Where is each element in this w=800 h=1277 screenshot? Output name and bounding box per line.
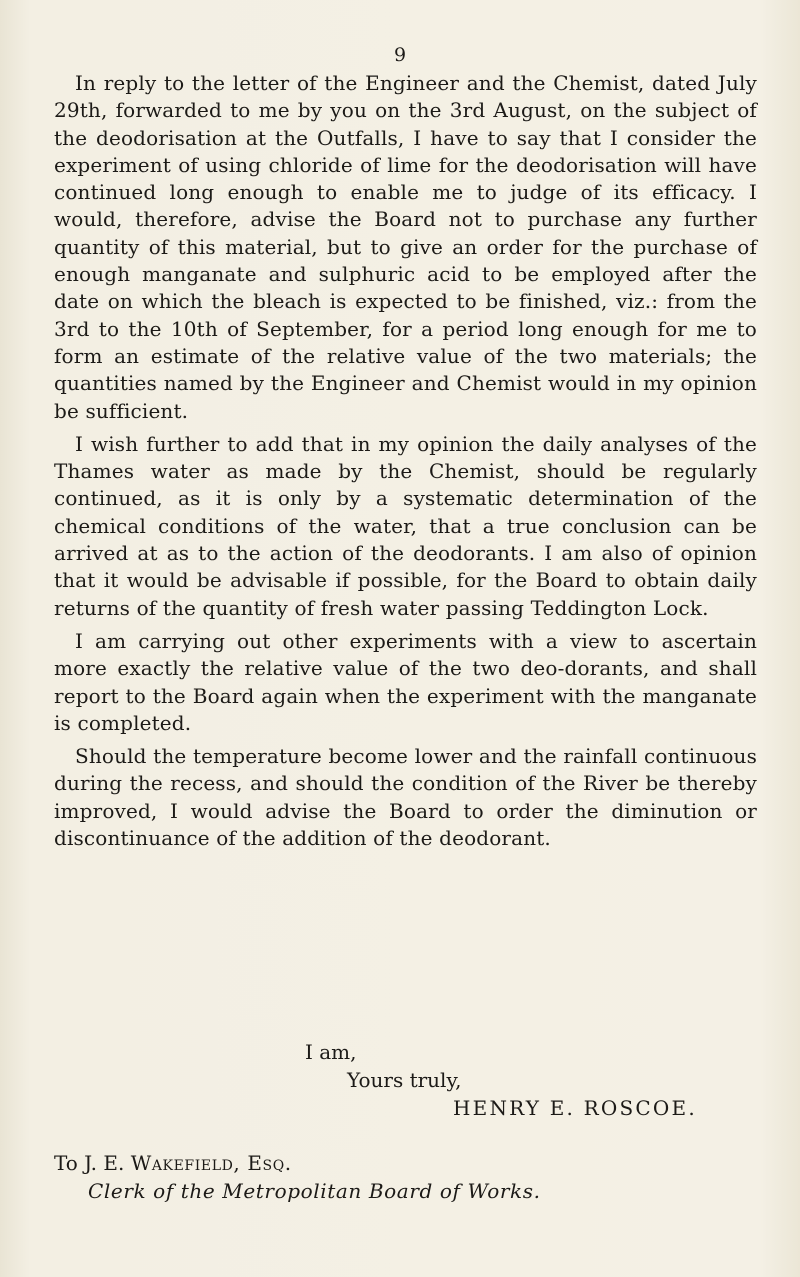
paragraph-3: I am carrying out other experiments with a view to ascertain more exactly the relative value of the two deo-dorants, and shall report to the Board again when the experiment with the manganate is completed. (54, 628, 757, 735)
addressee-line (54, 1151, 292, 1175)
addressee-title: Clerk of the Metropolitan Board of Works. (88, 1179, 541, 1203)
paragraph-2: I wish further to add that in my opinion the daily analyses of the Thames water as made by the Chemist, should be regularly continued, as it is only by a systematic determination of the chemical conditions of the water, that a true conclusion can be arrived at as to the action of the deodorants. I am also of opinion that it would be advisable if possible, for the Board to obtain daily returns of the quantity of fresh water passing Teddington Lock. (54, 431, 757, 620)
closing-i-am: I am, (305, 1040, 357, 1064)
paragraph-4: Should the temperature become lower and the rainfall continuous during the recess, and should the condition of the River be thereby improved, I would advise the Board to order the diminution or discontinuance of the addition of the deodorant. (54, 744, 757, 851)
letter-body (54, 70, 757, 858)
signature: HENRY E. ROSCOE. (453, 1096, 697, 1120)
paragraph-1: In reply to the letter of the Engineer and the Chemist, dated July 29th, forwarded to me by you on the 3rd August, on the subject of the deodorisation at the Outfalls, I have to say that I consider the experiment of using chloride of lime for the deodorisation will have continued long enough to enable me to judge of its efficacy. I would, therefore, advise the Board not to purchase any further quantity of this material, but to give an order for the purchase of enough manganate and sulphuric acid to be employed after the date on which the bleach is expected to be finished, viz.: from the 3rd to the 10th of September, for a period long enough for me to form an estimate of the relative value of the two materials; the quantities named by the Engineer and Chemist would in my opinion be sufficient. (54, 71, 757, 423)
page-number: 9 (393, 44, 407, 66)
addressee-name: Wakefield, Esq. (130, 1151, 292, 1175)
closing-yours-truly: Yours truly, (347, 1068, 462, 1092)
addressee-prefix: To J. E. (54, 1151, 131, 1175)
